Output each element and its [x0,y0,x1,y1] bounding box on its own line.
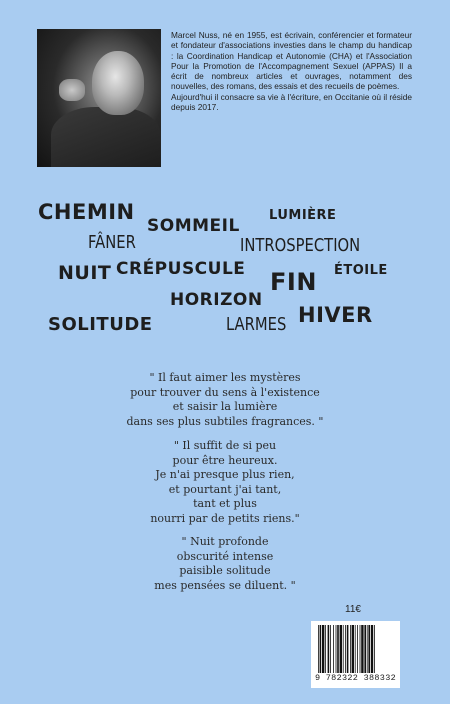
word-nuit: NUIT [58,262,112,284]
word-fin: FIN [270,268,317,296]
word-etoile: ÉTOILE [334,263,388,278]
bio-paragraph-2: Aujourd'hui il consacre sa vie à l'écriture, en Occitanie où il réside depuis 2017. [171,91,412,113]
word-hiver: HIVER [298,303,373,327]
word-faner: FÂNER [88,232,136,253]
quote-line: " Nuit profonde [181,535,269,548]
quote-3 [50,535,400,593]
barcode-bar [352,625,354,673]
quote-line: paisible solitude [179,564,271,578]
barcode-bar [374,625,375,673]
quote-line: et pourtant j'ai tant, [168,482,282,496]
word-larmes: LARMES [226,314,287,335]
quote-line: pour être heureux. [172,453,278,467]
barcode-bar [345,625,346,673]
barcode-bar [333,625,334,673]
barcode-bar [318,625,319,673]
word-solitude: SOLITUDE [48,314,153,335]
isbn-number: 9 782322 388332 [314,673,396,683]
barcode-bar [367,625,368,673]
bio-paragraph-1: Marcel Nuss, né en 1955, est écrivain, conférencier et formateur et fondateur d'associations investies dans le champ du handicap : la Coordination Handicap et Autonomie (CHA) et l'Association Pour la Promotion de l'Accompagnement Sexuel (APPAS) Il a écrit de nombreux articles et ouvrages, notamment des nouvelles, des romans, des essais et des recueils de poèmes. [171,30,412,92]
quote-line: " Il suffit de si peu [173,439,277,452]
price-label: 11€ [345,604,361,615]
barcode-bar [350,625,351,673]
barcode-bar [368,625,370,673]
barcode-bar [325,625,326,673]
quote-line: et saisir la lumière [172,400,278,414]
barcode-bar [320,625,322,673]
author-head-shape [92,51,144,115]
barcode-bar [361,625,363,673]
barcode-bar [336,625,337,673]
barcode-bar [347,625,349,673]
barcode-bar [322,625,324,673]
barcode-bar [330,625,331,673]
barcode-bar [328,625,330,673]
author-bio [171,30,412,112]
barcode-bar [371,625,373,673]
barcode-bar [355,625,356,673]
barcode-bars [318,625,393,673]
quote-line: mes pensées se diluent. " [154,578,296,592]
word-sommeil: SOMMEIL [147,216,240,236]
barcode-bar [337,625,339,673]
quote-line: dans ses plus subtiles fragrances. " [126,414,324,428]
word-lumiere: LUMIÈRE [269,208,337,223]
quote-line: " Il faut aimer les mystères [149,371,301,384]
author-hand-shape [59,79,85,101]
barcode-bar [340,625,342,673]
word-horizon: HORIZON [170,290,263,310]
barcode-bar [360,625,361,673]
word-introspection: INTROSPECTION [240,235,361,256]
quote-line: Je n'ai presque plus rien, [155,468,295,482]
barcode-bar [364,625,366,673]
barcode-bar [343,625,344,673]
word-crepuscule: CRÉPUSCULE [116,259,246,279]
quote-line: obscurité intense [176,549,274,563]
author-photo [37,29,161,167]
author-body-shape [51,107,161,167]
barcode-bar [357,625,358,673]
word-chemin: CHEMIN [38,200,135,224]
isbn-barcode [311,621,400,688]
quote-line: tant et plus [193,497,257,511]
quote-line: pour trouver du sens à l'existence [130,385,320,399]
quote-1 [50,371,400,429]
quote-line: nourri par de petits riens." [150,511,300,525]
quote-2 [50,439,400,527]
